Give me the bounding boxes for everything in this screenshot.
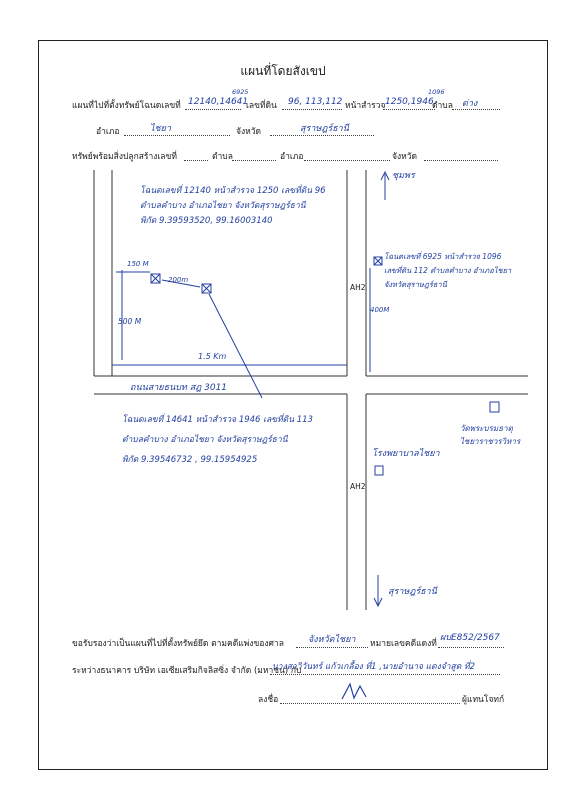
distance-150m: 150 M bbox=[127, 260, 149, 268]
cert-label: ขอรับรองว่าเป็นแผนที่ไปที่ตั้งทรัพย์ยึด ตามคดีแพ่งของศาล bbox=[72, 639, 284, 649]
amphoe-value: ไชยา bbox=[150, 124, 171, 134]
defendant-names: นางสาวิวันทร์ แก้วเกลื้อง ที่1 ,นายอำนาจ แดงจำสูด ที่2 bbox=[272, 662, 475, 672]
signature-suffix: ผู้แทนโจทก์ bbox=[462, 695, 505, 705]
court-name: จังหวัดไชยา bbox=[308, 635, 356, 645]
note-deed-14641: โฉนดเลขที่ 14641 หน้าสำรวจ 1946 เลขที่ดิน 113 ตำบลคำบาง อำเภอไชยา จังหวัดสุราษฎร์ธานี พิกัด 9.39546732 , 99.15954925 bbox=[122, 415, 313, 465]
tambon-value: ด่าง bbox=[462, 99, 478, 109]
signature-label: ลงชื่อ bbox=[258, 695, 279, 705]
tambon-label: ตำบล bbox=[432, 101, 453, 111]
note-deed-12140: โฉนดเลขที่ 12140 หน้าสำรวจ 1250 เลขที่ดิน 96 ตำบลคำบาง อำเภอไชยา จังหวัดสุราษฎร์ธานี พิกัด 9.39593520, 99.16003140 bbox=[140, 186, 326, 226]
deed-label: แผนที่ไปที่ตั้งทรัพย์โฉนดเลขที่ bbox=[72, 101, 181, 111]
parties-label: ระหว่างธนาคาร บริษัท เอเซียเสริมกิจลิสซิ่ง จำกัด (มหาชน) กับ bbox=[72, 666, 302, 676]
land-no-label: เลขที่ดิน bbox=[246, 101, 277, 111]
case-dots bbox=[438, 647, 504, 648]
deed-number: 12140,14641 bbox=[188, 97, 249, 107]
survey-label: หน้าสำรวจ bbox=[345, 101, 386, 111]
court-dots bbox=[296, 647, 368, 648]
hospital-label: โรงพยาบาลไชยา bbox=[372, 449, 440, 459]
amphoe-label: อำเภอ bbox=[96, 127, 120, 137]
property-province-label: จังหวัด bbox=[392, 152, 418, 162]
distance-400m: 400M bbox=[370, 306, 390, 314]
ah2-label-upper: AH2 bbox=[350, 283, 366, 292]
case-number: ผบE852/2567 bbox=[440, 633, 500, 643]
land-number: 96, 113,112 bbox=[288, 97, 343, 107]
case-label: หมายเลขคดีแดงที่ bbox=[370, 639, 437, 649]
signature-dots bbox=[280, 703, 460, 704]
defendant-dots bbox=[270, 674, 500, 675]
temple-marker bbox=[490, 402, 499, 412]
note-deed-6925: โฉนดเลขที่ 6925 หน้าสำรวจ 1096 เลขที่ดิน 112 ตำบลคำบาง อำเภอไชยา จังหวัดสุราษฎร์ธานี bbox=[384, 252, 512, 289]
property-label: ทรัพย์พร้อมสิ่งปลูกสร้างเลขที่ bbox=[72, 152, 177, 162]
to-chumphon-label: ชุมพร bbox=[392, 171, 415, 181]
temple-label: วัดพระบรมธาตุ ไชยาราชวรวิหาร bbox=[460, 424, 521, 446]
distance-200m: 200m bbox=[168, 276, 189, 284]
to-surat-label: สุราษฎร์ธานี bbox=[388, 587, 437, 597]
property-tambon-label: ตำบล bbox=[212, 152, 233, 162]
province-label: จังหวัด bbox=[236, 127, 262, 137]
survey-number: 1250,1946, bbox=[385, 97, 437, 107]
ah2-label-lower: AH2 bbox=[350, 482, 366, 491]
hospital-marker bbox=[375, 466, 383, 475]
province-value: สุราษฎร์ธานี bbox=[300, 124, 349, 134]
survey-number-extra: 1096 bbox=[428, 88, 445, 96]
property-amphoe-label: อำเภอ bbox=[280, 152, 304, 162]
distance-1-5km: 1.5 Km bbox=[198, 352, 227, 361]
page-title: แผนที่โดยสังเขป bbox=[240, 64, 326, 78]
distance-500m: 500 M bbox=[118, 317, 142, 326]
road-3011-label: ถนนสายธนบท สฎ 3011 bbox=[130, 383, 228, 393]
deed-number-extra: 6925 bbox=[232, 88, 249, 96]
